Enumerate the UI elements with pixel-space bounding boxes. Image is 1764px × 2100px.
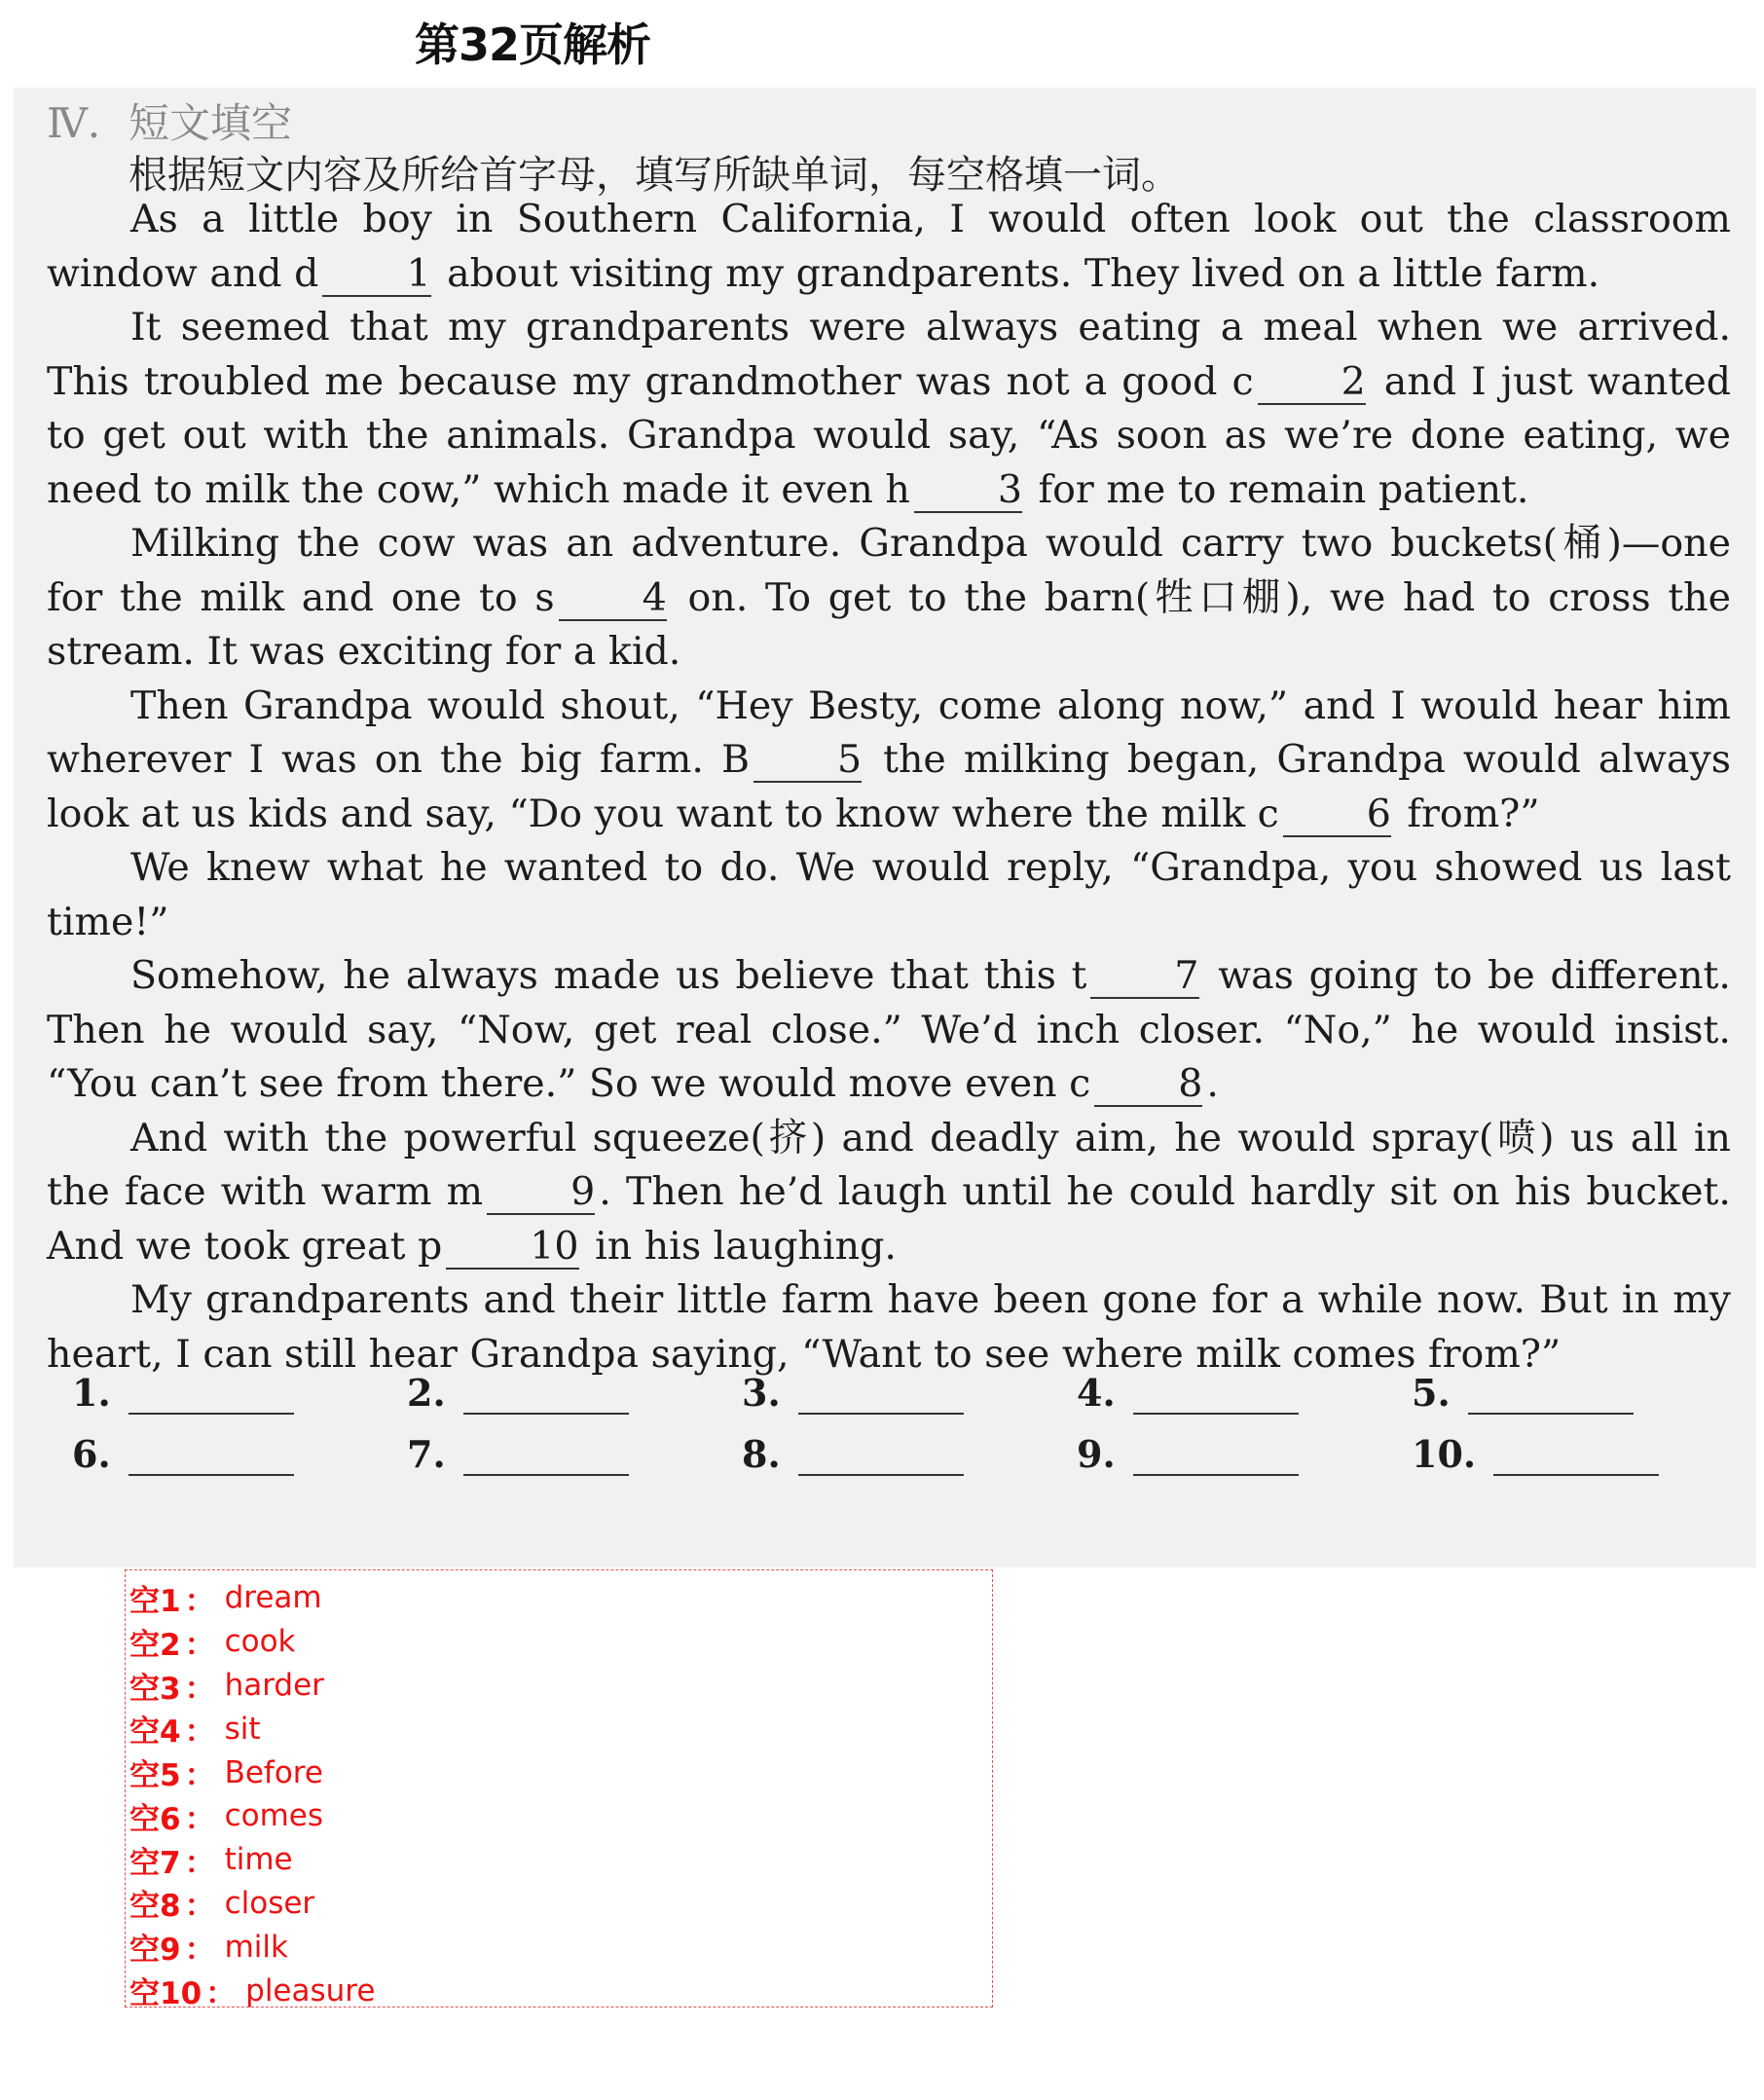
answer-key-separator: ： [184,1583,215,1619]
passage-text: My grandparents and their little farm have been gone for a while now. But in my heart, I can still hear Grandpa saying, “Want to see where milk comes from?” [47,1277,1731,1377]
answer-slot-number: 2. [407,1371,446,1415]
answer-key-label: 空9 [129,1933,181,1969]
passage-text: . [1206,1061,1219,1106]
answer-key-label: 空1 [129,1583,181,1619]
passage-text: Then Grandpa would shout, “Hey Besty, come along now,” and I would hear him wherever I was on the big farm. B [47,682,1731,782]
answer-slot [1412,1371,1746,1415]
answer-slot-number: 4. [1077,1371,1116,1415]
passage-text: the milking began, Grandpa would always look at us kids and say, “Do you want to know where the milk c [47,737,1731,836]
answer-key-row [129,1882,988,1926]
answer-key-label: 空8 [129,1889,181,1925]
answer-slot-number: 7. [407,1432,446,1476]
answer-key-value: comes [224,1798,324,1834]
answer-key-row [129,1707,988,1750]
answer-key-separator: ： [184,1758,215,1794]
passage-text: As a little boy in Southern California, I would often look out the classroom window and d [47,197,1731,296]
answer-slot [1077,1371,1412,1415]
answer-key-row [129,1838,988,1882]
answer-lines [72,1371,1746,1476]
answer-line [798,1441,964,1476]
answer-slot [742,1371,1077,1415]
answer-key-separator: ： [184,1671,215,1707]
answer-slot-number: 10. [1412,1432,1477,1476]
blank-number: 6 [1283,793,1391,837]
answer-key-label: 空5 [129,1758,181,1794]
section-heading: Ⅳ．短文填空 [47,99,292,147]
answer-key-value: Before [224,1754,323,1790]
answer-line [1133,1441,1299,1476]
answer-key-value: closer [224,1885,315,1921]
answer-key-separator: ： [184,1801,215,1837]
answer-key-row [129,1794,988,1838]
answer-key-label: 空7 [129,1845,181,1881]
instruction: 根据短文内容及所给首字母，填写所缺单词，每空格填一词。 [129,153,1180,198]
passage-text: in his laughing. [582,1223,897,1269]
answer-key-separator: ： [184,1714,215,1750]
answer-slot [742,1432,1077,1476]
passage-paragraph [47,301,1731,517]
passage-paragraph [47,193,1731,301]
blank-number: 5 [753,739,862,783]
blank-number: 7 [1090,955,1198,999]
answer-key-label: 空10 [129,1976,202,2012]
passage-text: on. To get to the barn(牲口棚), we had to cross the stream. It was exciting for a kid. [47,574,1732,674]
answer-line [1468,1380,1634,1415]
passage-text: and I just wanted to get out with the animals. Grandpa would say, “As soon as we’re done eating, we need to milk the cow,” which made it even h [47,358,1731,512]
passage-paragraph [47,1273,1731,1382]
blank-number: 8 [1094,1063,1202,1107]
answer-key-row [129,1969,988,2012]
answer-key-row [129,1620,988,1664]
blank-number: 3 [914,469,1022,513]
answer-key-row [129,1664,988,1708]
answer-key-separator: ： [184,1845,215,1881]
answer-key-separator: ： [184,1889,215,1925]
answer-slot [1077,1432,1412,1476]
answer-slot [72,1432,407,1476]
passage-text: Milking the cow was an adventure. Grandpa would carry two buckets(桶)—one for the milk and one to s [47,521,1731,620]
answer-slot [407,1371,742,1415]
answer-slot-number: 1. [72,1371,111,1415]
blank-number: 9 [487,1171,595,1215]
passage-text: for me to remain patient. [1025,466,1529,512]
answer-key-row [129,1750,988,1794]
answer-key-label: 空4 [129,1714,181,1750]
answer-line [129,1380,294,1415]
answer-key-separator: ： [205,1976,237,2012]
answer-key-label: 空2 [129,1627,181,1663]
answer-key-separator: ： [184,1627,215,1663]
passage-text: was going to be different. Then he would say, “Now, get real close.” We’d inch closer. “No,” he would insist. “You can’t see from there.” So we would move even c [47,953,1731,1106]
answer-key-value: milk [224,1929,288,1965]
blank-number: 1 [322,253,430,297]
blank-number: 4 [559,577,667,621]
page-title: 第32页解析 [415,18,651,71]
passage-text: about visiting my grandparents. They lived on a little farm. [434,250,1600,296]
passage-paragraph [47,517,1731,680]
passage-paragraph [47,949,1731,1112]
passage-text: We knew what he wanted to do. We would reply, “Grandpa, you showed us last time!” [47,845,1731,944]
answer-line [1133,1380,1299,1415]
passage-text: It seemed that my grandparents were always eating a meal when we arrived. This troubled me because my grandmother was not a good c [47,305,1731,404]
scanned-exercise [14,88,1756,1567]
passage-text: . Then he’d laugh until he could hardly sit on his bucket. And we took great p [47,1169,1731,1269]
answer-slot-number: 3. [742,1371,781,1415]
answer-key-box [125,1569,993,2012]
answer-slot-number: 9. [1077,1432,1116,1476]
answer-slot [72,1371,407,1415]
answer-line [1493,1441,1659,1476]
answer-slot-number: 6. [72,1432,111,1476]
answer-line [463,1380,629,1415]
answer-slot-number: 8. [742,1432,781,1476]
passage-paragraph [47,1112,1731,1274]
answer-key-value: dream [224,1580,322,1616]
answer-line [129,1441,294,1476]
passage-text: And with the powerful squeeze(挤) and deadly aim, he would spray(喷) us all in the face with warm m [47,1115,1731,1214]
answer-key-row [129,1925,988,1969]
answer-slot [407,1432,742,1476]
passage [47,193,1731,1382]
blank-number: 2 [1258,361,1366,405]
answer-slot [1412,1432,1746,1476]
answer-key-separator: ： [184,1933,215,1969]
answer-key-value: time [224,1842,293,1878]
passage-text: from?” [1394,791,1540,836]
answer-key-value: cook [224,1624,296,1660]
answer-line [463,1441,629,1476]
answer-key-value: sit [224,1711,261,1747]
answer-line [798,1380,964,1415]
answer-key-label: 空6 [129,1801,181,1837]
passage-paragraph [47,841,1731,949]
answer-key-value: pleasure [245,1972,376,2008]
answer-key-label: 空3 [129,1671,181,1707]
answer-key-row [129,1576,988,1620]
answer-slot-number: 5. [1412,1371,1451,1415]
passage-text: Somehow, he always made us believe that this t [130,953,1087,998]
passage-paragraph [47,680,1731,842]
answer-key-value: harder [224,1667,324,1703]
blank-number: 10 [446,1226,578,1270]
